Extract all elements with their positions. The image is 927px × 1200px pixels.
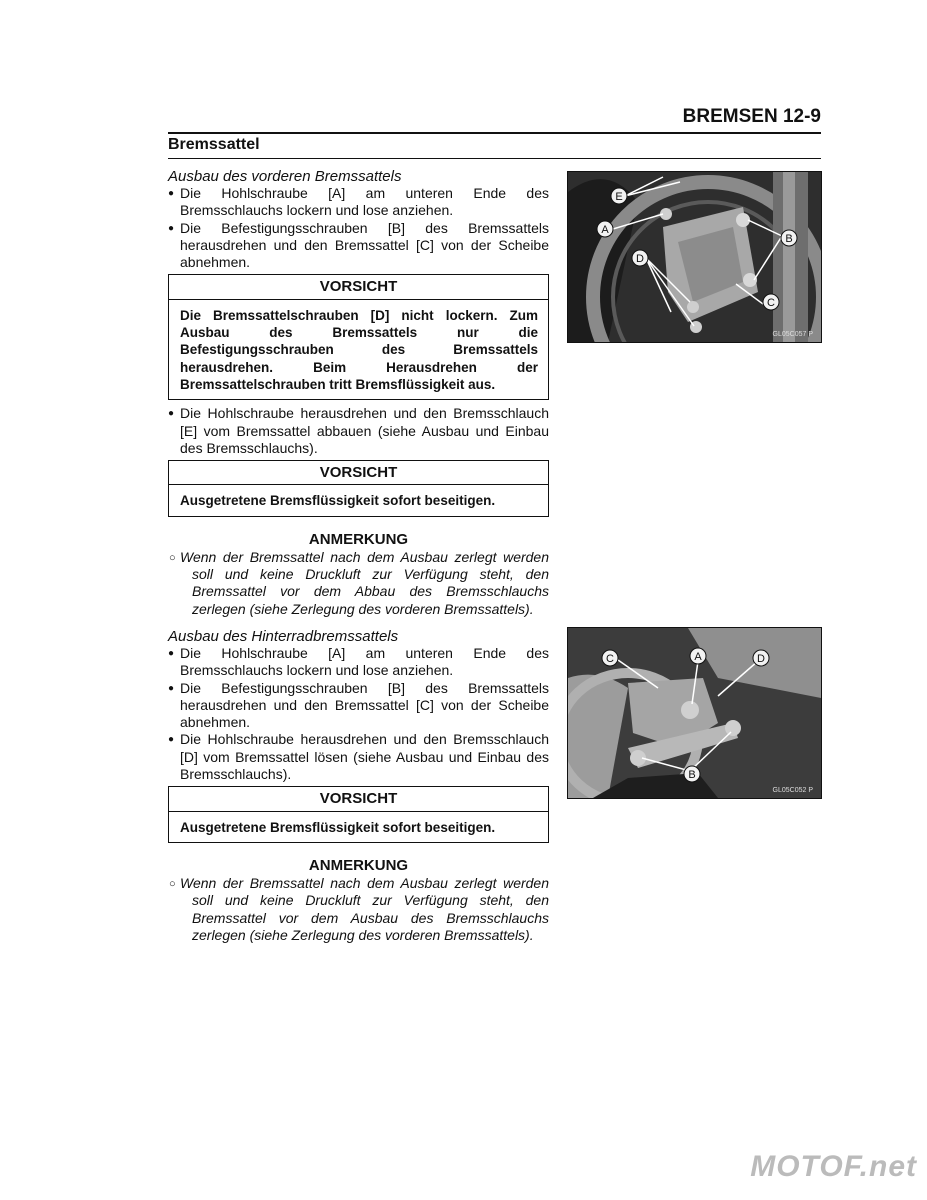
front-bullet-list <box>168 185 549 271</box>
caution-box-3 <box>168 786 549 843</box>
front-bullet-1: ● Die Hohlschraube [A] am unteren Ende des Bremsschlauchs lockern und lose anziehen. <box>168 185 549 220</box>
figure-rear-label-d: D <box>757 653 765 665</box>
figure-rear-label-c: C <box>606 653 614 665</box>
rear-caliper-photo <box>567 627 822 799</box>
front-bullet-2: ● Die Befestigungsschrauben [B] des Bremssattels herausdrehen und den Bremssattel [C] von der Scheibe abnehmen. <box>168 220 549 272</box>
caution-box-1 <box>168 274 549 400</box>
front-bullet-3: ● Die Hohlschraube herausdrehen und den Bremsschlauch [E] vom Bremssattel abbauen (siehe Ausbau und Einbau des Bremsschlauchs). <box>168 405 549 457</box>
figure-rear-code: GL05C052 P <box>772 787 813 794</box>
caution-title-2: VORSICHT <box>169 461 548 485</box>
note-circle-icon: ○ <box>169 877 176 890</box>
section-title <box>168 136 821 159</box>
front-caliper-photo <box>567 171 822 343</box>
rear-bullet-list <box>168 645 549 783</box>
note-title-2: ANMERKUNG <box>308 856 409 874</box>
figure-rear-label-b: B <box>688 769 696 781</box>
front-caliper-section <box>168 168 549 618</box>
note-circle-icon: ○ <box>169 551 176 564</box>
page-title: BREMSEN 12-9 <box>682 106 821 127</box>
figure-front-label-e: E <box>615 191 623 203</box>
front-bullet-list-2 <box>168 405 549 457</box>
rear-caliper-section <box>168 628 549 944</box>
rear-bullet-1: ● Die Hohlschraube [A] am unteren Ende des Bremsschlauchs lockern und lose anziehen. <box>168 645 549 680</box>
figure-front-label-a: A <box>601 224 609 236</box>
note-2 <box>168 875 549 944</box>
rear-bullet-2: ● Die Befestigungsschrauben [B] des Bremssattels herausdrehen und den Bremssattel [C] von der Scheibe abnehmen. <box>168 680 549 732</box>
note-1 <box>168 549 549 618</box>
figure-front-label-d: D <box>636 253 644 265</box>
section-title-text: Bremssattel <box>168 136 260 153</box>
caution-text-1: Die Bremssattelschrauben [D] nicht lockern. Zum Ausbau des Bremssattels nur die Befestigungsschrauben des Bremssattels herausdrehen. Beim Herausdrehen der Bremssattelschrauben tritt Bremsflüssigkeit aus. <box>180 307 538 392</box>
caution-text-3: Ausgetretene Bremsflüssigkeit sofort beseitigen. <box>180 819 496 835</box>
rear-bullet-3: ● Die Hohlschraube herausdrehen und den Bremsschlauch [D] vom Bremssattel lösen (siehe Ausbau und Einbau des Bremsschlauchs). <box>168 731 549 783</box>
note-title-1: ANMERKUNG <box>308 530 409 548</box>
figure-front-code: GL05C057 P <box>772 331 813 338</box>
caution-box-2 <box>168 460 549 517</box>
figure-rear-label-a: A <box>694 651 702 663</box>
front-caliper-illustration <box>568 172 821 342</box>
note-text-1: Wenn der Bremssattel nach dem Ausbau zerlegt werden soll und keine Druckluft zur Verfügung steht, den Bremssattel vor dem Abbau des Bremsschlauchs zerlegen (siehe Zerlegung des vorderen Bremssattels). <box>180 548 549 617</box>
note-text-2: Wenn der Bremssattel nach dem Ausbau zerlegt werden soll und keine Druckluft zur Verfügung steht, den Bremssattel vor dem Ausbau des Bremsschlauchs zerlegen (siehe Zerlegung des vorderen Bremssattels). <box>180 874 549 943</box>
front-subhead: Ausbau des vorderen Bremssattels <box>168 168 402 185</box>
caution-title-3: VORSICHT <box>169 787 548 811</box>
watermark-logo: MOTOF.net <box>750 1150 917 1183</box>
caution-text-2: Ausgetretene Bremsflüssigkeit sofort beseitigen. <box>180 493 496 509</box>
caution-title-1: VORSICHT <box>169 275 548 299</box>
rear-subhead: Ausbau des Hinterradbremssattels <box>168 628 399 645</box>
rear-caliper-illustration <box>568 628 821 798</box>
figure-front-label-c: C <box>767 297 775 309</box>
page-header <box>168 104 821 134</box>
figure-front-label-b: B <box>785 233 793 245</box>
